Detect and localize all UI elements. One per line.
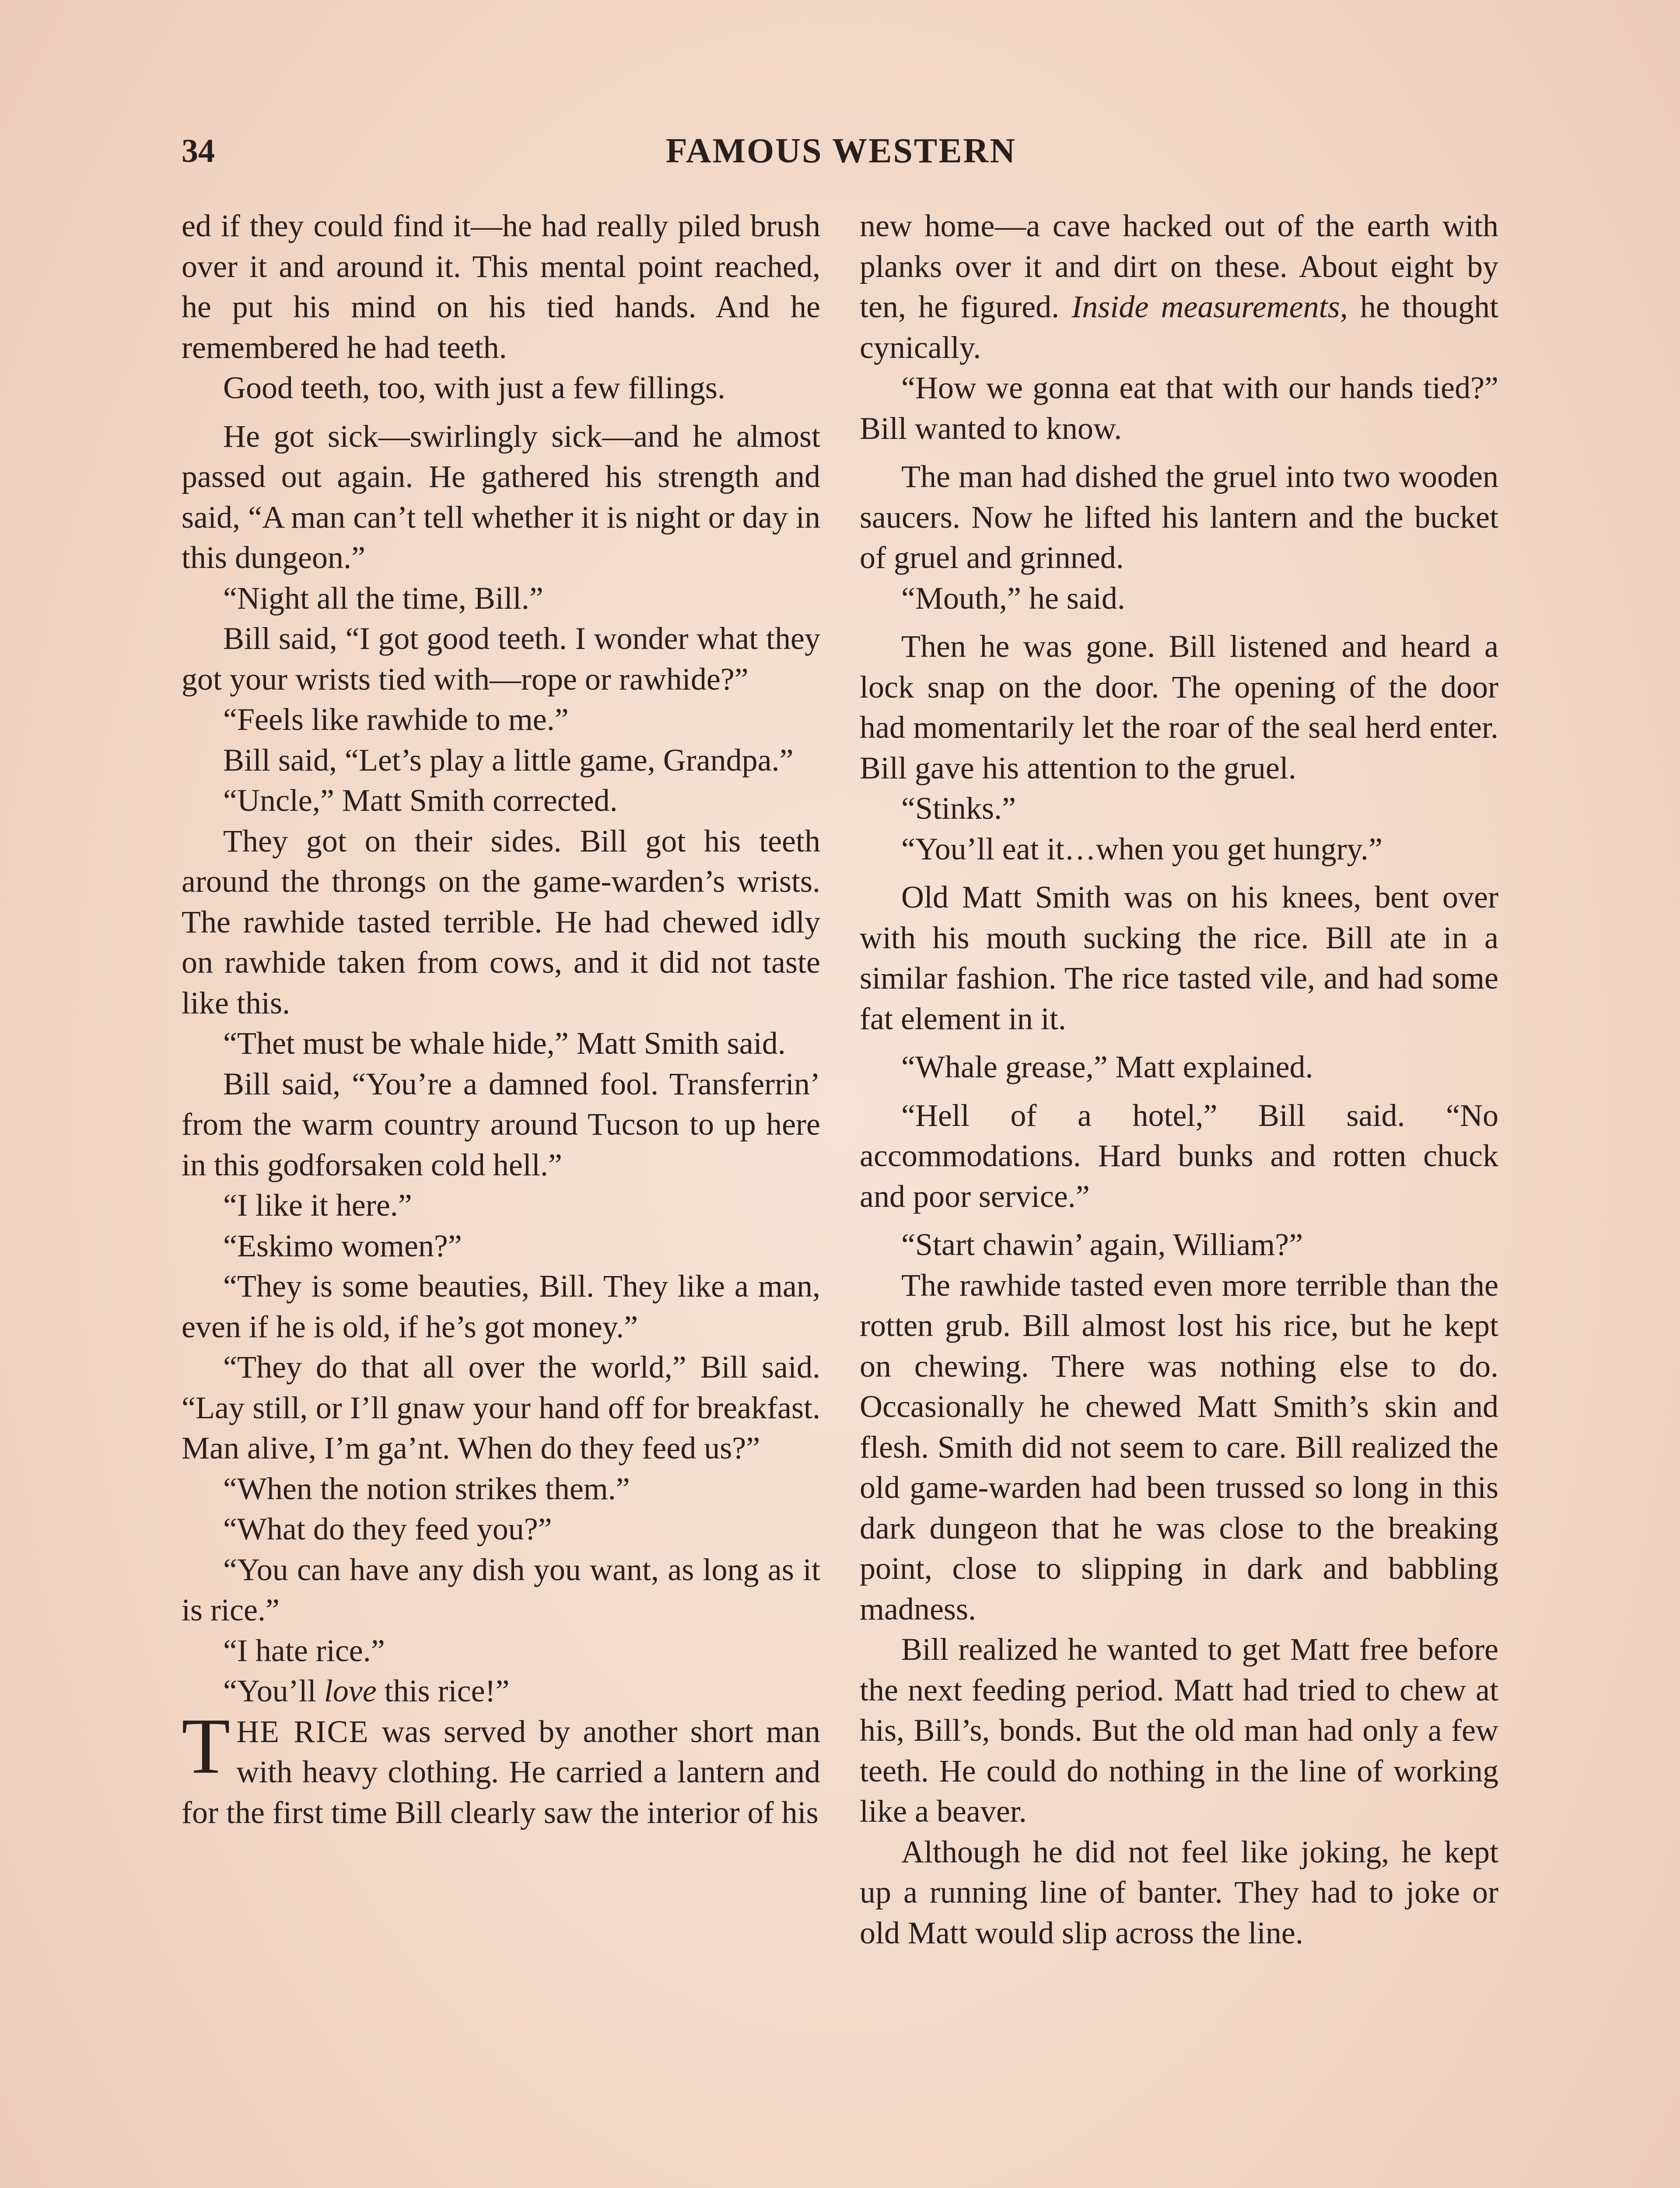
drop-cap: T	[182, 1702, 231, 1790]
right-column	[860, 206, 1498, 1953]
paragraph	[860, 206, 1498, 368]
paragraph: “Whale grease,” Matt explained.	[901, 1049, 1313, 1084]
paragraph: “I like it here.”	[223, 1188, 412, 1223]
text-run: new home—a cave hacked out of the earth with planks over it and dirt on these. About eight by ten, he figured.	[860, 208, 1498, 324]
paragraph: Bill said, “You’re a damned fool. Transferrin’ from the warm country around Tucson to up here in this godforsaken cold hell.”	[182, 1066, 820, 1182]
lead-in-caps: HE RICE	[236, 1714, 369, 1749]
paragraph: “Feels like rawhide to me.”	[223, 702, 569, 737]
emphasis: love	[324, 1673, 377, 1708]
text-run: was served by another short man with heavy clothing. He carried a lantern and for the first time Bill clearly saw the interior of his	[182, 1714, 820, 1830]
paragraph: “Stinks.”	[901, 791, 1016, 826]
running-title: FAMOUS WESTERN	[665, 132, 1017, 170]
emphasis: Inside measurements,	[1071, 289, 1348, 324]
paragraph: Bill realized he wanted to get Matt free before the next feeding period. Matt had tried to chew at his, Bill’s, bonds. But the old man had only a few teeth. He could do nothing in the line of working like a beaver.	[860, 1632, 1498, 1829]
left-column	[182, 206, 820, 1833]
paragraph: “What do they feed you?”	[223, 1511, 552, 1546]
paragraph: “Hell of a hotel,” Bill said. “No accommodations. Hard bunks and rotten chuck and poor service.”	[860, 1098, 1498, 1214]
paragraph: Old Matt Smith was on his knees, bent over with his mouth sucking the rice. Bill ate in a similar fashion. The rice tasted vile, and had some fat element in it.	[860, 880, 1498, 1036]
text-run: “You’ll	[223, 1673, 324, 1708]
paragraph: “Mouth,” he said.	[901, 580, 1125, 616]
paragraph: “You’ll eat it…when you get hungry.”	[901, 831, 1382, 866]
page-header	[182, 127, 1501, 175]
paragraph: “You can have any dish you want, as long as it is rice.”	[182, 1552, 820, 1627]
paragraph: “When the notion strikes them.”	[223, 1471, 630, 1506]
paragraph: Although he did not feel like joking, he kept up a running line of banter. They had to joke or old Matt would slip across the line.	[860, 1834, 1498, 1950]
paragraph: ed if they could find it—he had really piled brush over it and around it. This mental point reached, he put his mind on his tied hands. And he remembered he had teeth.	[182, 208, 820, 365]
text-run: he thought cynically.	[860, 289, 1498, 365]
paragraph: Good teeth, too, with just a few fillings.	[223, 370, 725, 405]
paragraph: “Uncle,” Matt Smith corrected.	[223, 783, 618, 818]
paragraph: “Start chawin’ again, William?”	[901, 1227, 1303, 1262]
paragraph: “Eskimo women?”	[223, 1228, 462, 1263]
paragraph: Bill said, “I got good teeth. I wonder what they got your wrists tied with—rope or rawhide?”	[182, 621, 820, 697]
paragraph: “They do that all over the world,” Bill said. “Lay still, or I’ll gnaw your hand off for breakfast. Man alive, I’m ga’nt. When do they feed us?”	[182, 1350, 820, 1466]
paragraph: “They is some beauties, Bill. They like a man, even if he is old, if he’s got money.”	[182, 1269, 820, 1344]
paragraph: “I hate rice.”	[223, 1633, 385, 1668]
paragraph: Bill said, “Let’s play a little game, Grandpa.”	[223, 742, 794, 778]
section-opening-paragraph	[182, 1702, 820, 1833]
text-run: this rice!”	[376, 1673, 510, 1708]
paragraph	[182, 1671, 820, 1711]
paragraph: “How we gonna eat that with our hands tied?” Bill wanted to know.	[860, 370, 1498, 446]
paragraph: They got on their sides. Bill got his teeth around the throngs on the game-warden’s wrists. The rawhide tasted terrible. He had chewed idly on rawhide taken from cows, and it did not taste like this.	[182, 823, 820, 1020]
paragraph: “Night all the time, Bill.”	[223, 580, 543, 616]
paragraph: Then he was gone. Bill listened and heard a lock snap on the door. The opening of the door had momentarily let the roar of the seal herd enter. Bill gave his attention to the gruel.	[860, 629, 1498, 785]
paragraph: The man had dished the gruel into two wooden saucers. Now he lifted his lantern and the bucket of gruel and grinned.	[860, 459, 1498, 575]
page-number: 34	[182, 133, 215, 169]
paragraph: He got sick—swirlingly sick—and he almost passed out again. He gathered his strength and said, “A man can’t tell whether it is night or day in this dungeon.”	[182, 418, 820, 575]
paragraph: “Thet must be whale hide,” Matt Smith said.	[223, 1026, 786, 1061]
paragraph: The rawhide tasted even more terrible than the rotten grub. Bill almost lost his rice, but he kept on chewing. There was nothing else to do. Occasionally he chewed Matt Smith’s skin and flesh. Smith did not seem to care. Bill realized the old game-warden had been trussed so long in this dark dungeon that he was close to the breaking point, close to slipping in dark and babbling madness.	[860, 1267, 1498, 1627]
